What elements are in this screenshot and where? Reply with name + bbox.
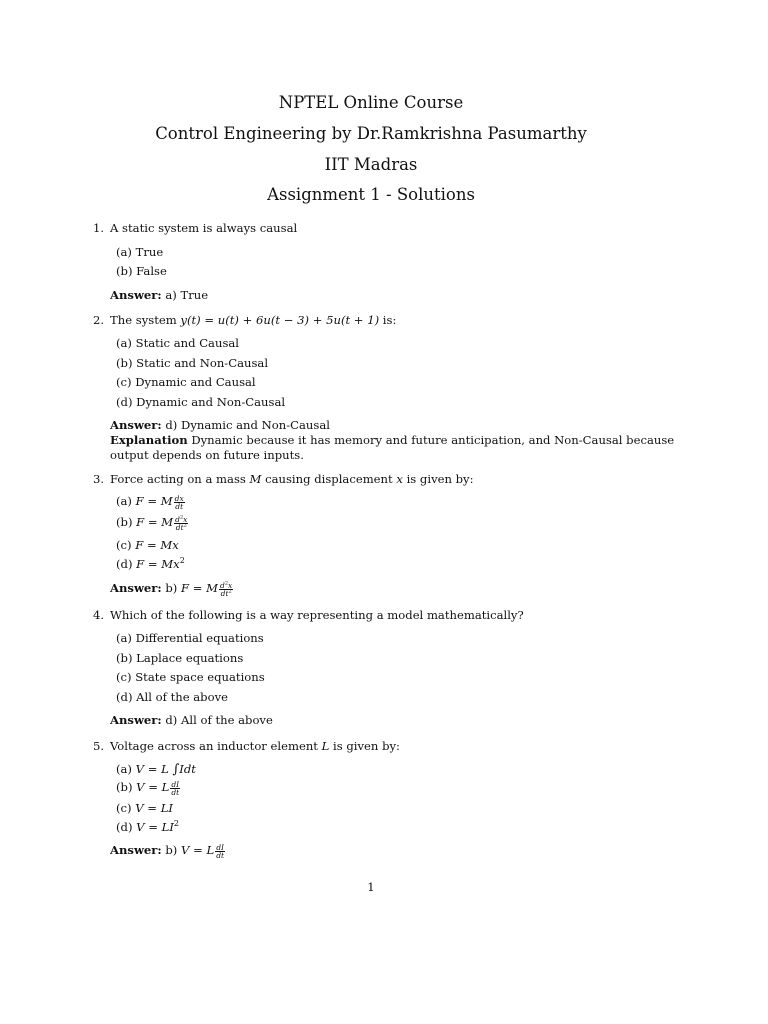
explanation (110, 433, 674, 447)
option-label: (a) (116, 762, 132, 776)
option: (c) State space equations (116, 670, 265, 684)
option: (d) $V = LI^2$ (116, 819, 179, 834)
question-text: Which of the following is a way representing a model mathematically? (110, 608, 524, 622)
option: (a) V = L ∫Idt (116, 762, 196, 777)
question-2 (93, 313, 396, 327)
question-text: Voltage across an inductor element (110, 739, 318, 753)
answer (110, 418, 330, 432)
institute-name: IIT Madras (324, 155, 418, 174)
question-text: The system (110, 313, 177, 327)
option-label: (d) (116, 557, 133, 571)
option: (a) Differential equations (116, 631, 264, 645)
explanation-label: Explanation (110, 433, 188, 447)
option: (c) Dynamic and Causal (116, 375, 256, 389)
answer-text: d) All of the above (165, 713, 273, 727)
option: (a) True (116, 245, 164, 259)
option: (c) F = Mx (116, 538, 179, 552)
option-label: (a) (116, 494, 132, 508)
question-number: 3. (93, 472, 105, 486)
question-4 (93, 608, 524, 622)
question-5 (93, 739, 400, 753)
answer-label: Answer: (110, 418, 162, 432)
formula-fraction: $\frac{d^2x}{dt^2}$ (220, 580, 233, 598)
question-text: A static system is always causal (110, 221, 298, 235)
option-label: (c) (116, 538, 132, 552)
answer: Answer: b) V = L $\frac{dI}{dt}$ (110, 842, 225, 860)
option: (b) F = M $\frac{d^2x}{dt^2}$ (116, 514, 188, 532)
option-label: (d) (116, 820, 133, 834)
question-text: causing displacement (265, 472, 393, 486)
system-equation: y(t) = u(t) + 6u(t − 3) + 5u(t + 1) (180, 313, 380, 327)
course-subtitle: Control Engineering by Dr.Ramkrishna Pasumarthy (155, 124, 587, 143)
option-label: (b) (116, 515, 133, 529)
question-text: Force acting on a mass (110, 472, 246, 486)
question-number: 1. (93, 221, 105, 235)
answer-label: Answer: (110, 288, 162, 302)
answer-label: Answer: (110, 713, 162, 727)
option: (d) $F = Mx^2$ (116, 556, 185, 571)
answer (110, 713, 273, 727)
answer-text: d) Dynamic and Non-Causal (165, 418, 330, 432)
formula-fraction: $\frac{dI}{dt}$ (216, 842, 225, 860)
option: (c) V = LI (116, 801, 173, 815)
answer-text: a) True (165, 288, 209, 302)
option: (a) F = M $\frac{dx}{dt}$ (116, 493, 184, 511)
question-number: 2. (93, 313, 105, 327)
option: (b) Static and Non-Causal (116, 356, 269, 370)
option: (d) Dynamic and Non-Causal (116, 395, 286, 409)
explanation-text: output depends on future inputs. (110, 448, 304, 462)
explanation-text: Dynamic because it has memory and future anticipation, and Non-Causal because (191, 433, 675, 447)
option-label: (c) (116, 801, 132, 815)
answer-label: Answer: (110, 843, 162, 857)
question-1 (93, 221, 297, 235)
question-number: 4. (93, 608, 105, 622)
course-title: NPTEL Online Course (278, 93, 464, 112)
answer-text: b) (165, 843, 178, 857)
option: (d) All of the above (116, 690, 228, 704)
option: (b) V = L $\frac{dI}{dt}$ (116, 779, 180, 797)
inductance-variable: L (321, 739, 330, 753)
formula-fraction: $\frac{dx}{dt}$ (174, 493, 184, 511)
assignment-title: Assignment 1 - Solutions (267, 185, 475, 204)
question-text: is given by: (333, 739, 400, 753)
displacement-variable: x (396, 472, 403, 486)
option: (a) Static and Causal (116, 336, 240, 350)
answer-label: Answer: (110, 581, 162, 595)
option: (b) Laplace equations (116, 651, 244, 665)
option-label: (b) (116, 780, 133, 794)
question-text: is: (382, 313, 397, 327)
answer (110, 288, 208, 302)
answer-text: b) (165, 581, 178, 595)
question-3 (93, 472, 474, 486)
mass-variable: M (249, 472, 262, 486)
answer: Answer: b) F = M $\frac{d^2x}{dt^2}$ (110, 580, 233, 598)
question-text: is given by: (406, 472, 474, 486)
option: (b) False (116, 264, 167, 278)
formula-fraction: $\frac{dI}{dt}$ (171, 779, 180, 797)
question-number: 5. (93, 739, 105, 753)
page-number: 1 (367, 880, 375, 894)
formula-fraction: $\frac{d^2x}{dt^2}$ (175, 514, 188, 532)
